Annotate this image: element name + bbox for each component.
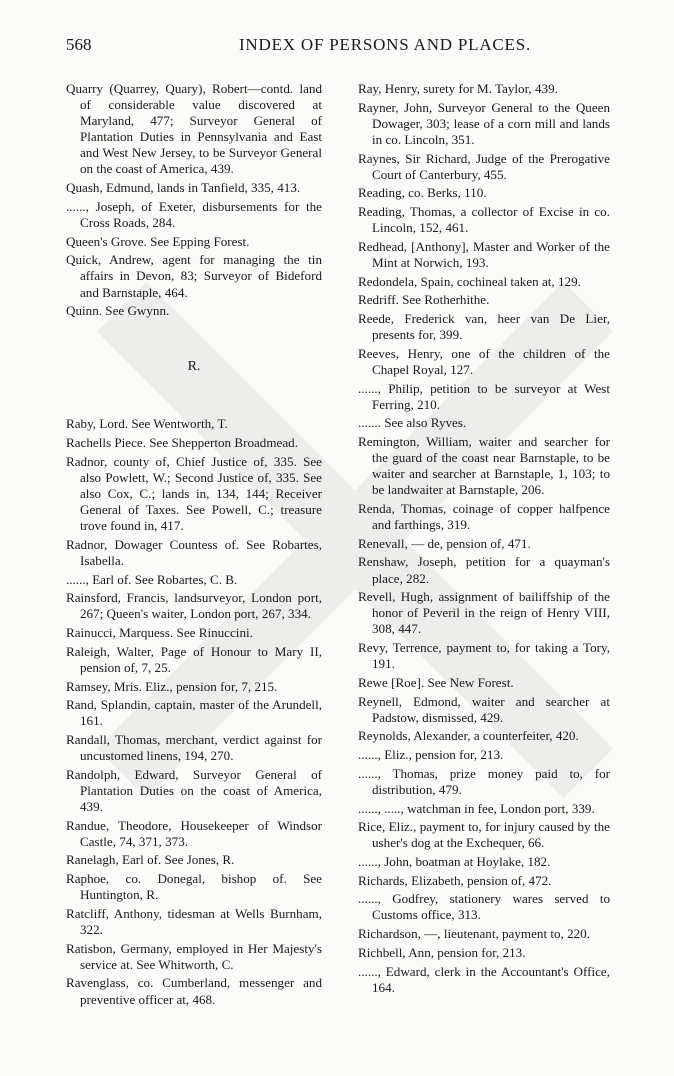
index-entry: Raleigh, Walter, Page of Honour to Mary II, pension of, 7, 25. — [66, 643, 322, 675]
index-entry: Ranelagh, Earl of. See Jones, R. — [66, 852, 235, 868]
index-entry: Reading, Thomas, a collector of Excise in co. Lincoln, 152, 461. — [358, 204, 610, 236]
index-entry: Queen's Grove. See Epping Forest. — [66, 233, 250, 249]
index-entry: Redhead, [Anthony], Master and Worker of the Mint at Norwich, 193. — [358, 238, 610, 270]
index-entry: Rainucci, Marquess. See Rinuccini. — [66, 625, 253, 641]
index-entry: Richbell, Ann, pension for, 213. — [358, 944, 526, 960]
index-entry: Remington, William, waiter and searcher for the guard of the coast near Barnstaple, to be waiter and searcher at Barnstaple, 1, 103; to be landwaiter at Barnstaple, 206. — [358, 434, 610, 498]
index-entry: Rewe [Roe]. See New Forest. — [358, 674, 514, 690]
index-entry: Richardson, —, lieutenant, payment to, 220. — [358, 926, 591, 942]
index-entry: Redondela, Spain, cochineal taken at, 129. — [358, 273, 581, 289]
index-entry: Rachells Piece. See Shepperton Broadmead. — [66, 435, 298, 451]
index-entry: Radnor, Dowager Countess of. See Robartes, Isabella. — [66, 536, 322, 568]
index-entry: Radnor, county of, Chief Justice of, 335. See also Powlett, W.; Second Justice of, 335. See also Cox, C.; lands in, 134, 144; Receiver General of Taxes. See Powell, C.; treasure trove found in, 417. — [66, 453, 322, 534]
index-entry: ......, John, boatman at Hoylake, 182. — [358, 853, 551, 869]
index-entry: Richards, Elizabeth, pension of, 472. — [358, 872, 552, 888]
index-entry: Ray, Henry, surety for M. Taylor, 439. — [358, 81, 558, 96]
index-entry: Rand, Splandin, captain, master of the Arundell, 161. — [66, 697, 322, 729]
index-entry: Ramsey, Mris. Eliz., pension for, 7, 215. — [66, 678, 278, 694]
index-entry: ......, Thomas, prize money paid to, for distribution, 479. — [358, 765, 610, 797]
index-entry: Ratcliff, Anthony, tidesman at Wells Burnham, 322. — [66, 905, 322, 937]
index-entry: Rice, Eliz., payment to, for injury caused by the usher's dog at the Exchequer, 66. — [358, 819, 610, 851]
index-entry: Reading, co. Berks, 110. — [358, 185, 487, 201]
index-entry: Quick, Andrew, agent for managing the tin affairs in Devon, 83; Surveyor of Bideford and Barnstaple, 464. — [66, 252, 322, 300]
running-title: INDEX OF PERSONS AND PLACES. — [238, 35, 532, 54]
index-entry: Quash, Edmund, lands in Tanfield, 335, 413. — [66, 180, 301, 196]
page-number: 568 — [66, 35, 92, 54]
index-entry: Redriff. See Rotherhithe. — [358, 292, 490, 308]
index-entry: ......, Eliz., pension for, 213. — [358, 747, 504, 763]
index-entry: ....... See also Ryves. — [358, 415, 467, 431]
index-entry: Raby, Lord. See Wentworth, T. — [66, 416, 228, 432]
left-column — [66, 81, 322, 1010]
right-column — [358, 81, 610, 998]
index-entry: ......, ....., watchman in fee, London port, 339. — [358, 800, 595, 816]
index-entry: Renda, Thomas, coinage of copper halfpence and farthings, 319. — [358, 500, 610, 533]
page-header — [66, 35, 608, 59]
index-entry: Ratisbon, Germany, employed in Her Majesty's service at. See Whitworth, C. — [66, 940, 322, 972]
index-entry: Raynes, Sir Richard, Judge of the Prerogative Court of Canterbury, 455. — [358, 150, 610, 182]
index-entry: Revell, Hugh, assignment of bailiffship of the honor of Peveril in the reign of Henry VIII, 308, 447. — [358, 589, 610, 637]
index-entry: ......, Joseph, of Exeter, disbursements for the Cross Roads, 284. — [66, 198, 322, 230]
index-entry: ......, Edward, clerk in the Accountant's Office, 164. — [358, 963, 610, 995]
index-entry: Randolph, Edward, Surveyor General of Plantation Duties on the coast of America, 439. — [66, 766, 322, 814]
index-entry: Randue, Theodore, Housekeeper of Windsor Castle, 74, 371, 373. — [66, 817, 322, 849]
index-entry: ......, Godfrey, stationery wares served to Customs office, 313. — [358, 891, 610, 923]
index-entry: ......, Philip, petition to be surveyor at West Ferring, 210. — [358, 380, 610, 412]
index-entry: Reeves, Henry, one of the children of the Chapel Royal, 127. — [358, 345, 610, 377]
index-entry: Ravenglass, co. Cumberland, messenger and preventive officer at, 468. — [66, 975, 322, 1007]
index-entry: Quinn. See Gwynn. — [66, 303, 170, 319]
index-entry: Rainsford, Francis, landsurveyor, London port, 267; Queen's waiter, London port, 267, 334. — [66, 590, 322, 622]
index-entry: Reynolds, Alexander, a counterfeiter, 420. — [358, 728, 579, 744]
index-entry: Renshaw, Joseph, petition for a quayman's place, 282. — [358, 554, 610, 586]
index-entry: Raphoe, co. Donegal, bishop of. See Huntington, R. — [66, 871, 322, 903]
index-entry: Reynell, Edmond, waiter and searcher at Padstow, dismissed, 429. — [358, 693, 610, 725]
index-entry: Rayner, John, Surveyor General to the Queen Dowager, 303; lease of a corn mill and lands in co. Lincoln, 351. — [358, 99, 610, 147]
index-entry: Revy, Terrence, payment to, for taking a Tory, 191. — [358, 640, 610, 672]
index-entry: Randall, Thomas, merchant, verdict against for uncustomed linens, 194, 270. — [66, 732, 322, 764]
index-entry: ......, Earl of. See Robartes, C. B. — [66, 571, 238, 587]
index-entry: Renevall, — de, pension of, 471. — [358, 535, 531, 551]
index-entry: Quarry (Quarrey, Quary), Robert—contd. land of considerable value discovered at Maryland, 477; Surveyor General of Plantation Duties in Pennsylvania and East and West New Jersey, to be Surveyor General on the coast of America, 439. — [66, 81, 322, 177]
section-letter: R. — [187, 359, 201, 375]
index-entry: Reede, Frederick van, heer van De Lier, presents for, 399. — [358, 310, 610, 343]
